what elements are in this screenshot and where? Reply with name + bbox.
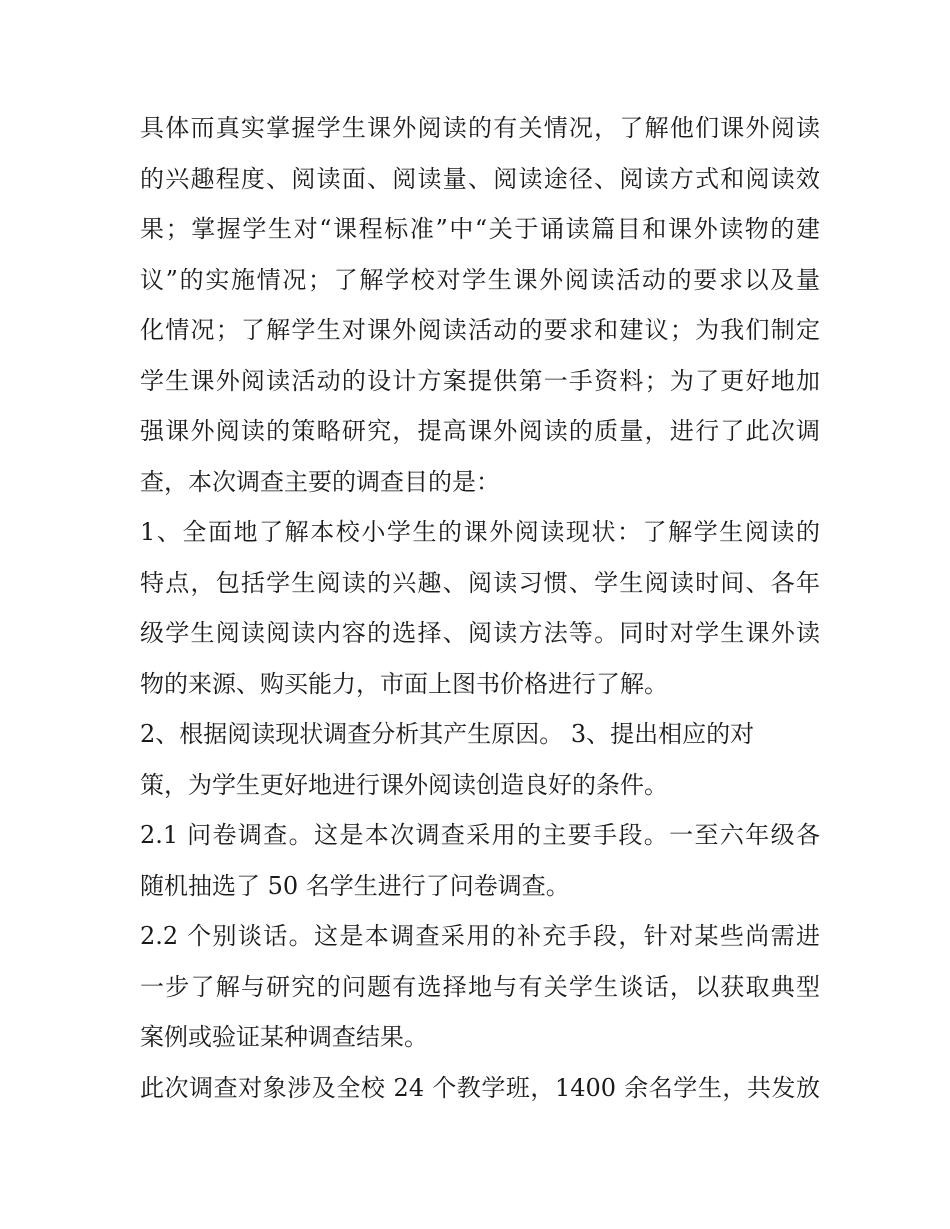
text-line: 议”的实施情况；了解学校对学生课外阅读活动的要求以及量 bbox=[140, 265, 820, 294]
text-line: 学生课外阅读活动的设计方案提供第一手资料；为了更好地加 bbox=[140, 366, 820, 395]
text-line: 2、根据阅读现状调查分析其产生原因。 3、提出相应的对 bbox=[140, 720, 755, 748]
text-line: 案例或验证某种调查结果。 bbox=[140, 1023, 428, 1051]
text-line: 2.2 个别谈话。这是本调查采用的补充手段，针对某些尚需进 bbox=[140, 922, 820, 950]
body-text bbox=[140, 103, 820, 1113]
text-line: 强课外阅读的策略研究，提高课外阅读的质量，进行了此次调 bbox=[140, 417, 820, 445]
text-line: 化情况；了解学生对课外阅读活动的要求和建议；为我们制定 bbox=[140, 316, 820, 344]
text-line: 查，本次调查主要的调查目的是： bbox=[140, 467, 500, 496]
text-line: 1、全面地了解本校小学生的课外阅读现状：了解学生阅读的 bbox=[140, 518, 820, 546]
text-line: 随机抽选了 50 名学生进行了问卷调查。 bbox=[140, 871, 570, 900]
text-line: 2.1 问卷调查。这是本次调查采用的主要手段。一至六年级各 bbox=[140, 821, 820, 849]
text-line: 具体而真实掌握学生课外阅读的有关情况，了解他们课外阅读 bbox=[140, 114, 820, 142]
text-line: 的兴趣程度、阅读面、阅读量、阅读途径、阅读方式和阅读效 bbox=[140, 164, 820, 193]
text-line: 级学生阅读阅读内容的选择、阅读方法等。同时对学生课外读 bbox=[140, 619, 820, 647]
text-line: 一步了解与研究的问题有选择地与有关学生谈话，以获取典型 bbox=[140, 972, 820, 1001]
text-line: 物的来源、购买能力，市面上图书价格进行了解。 bbox=[140, 669, 668, 698]
text-line: 特点，包括学生阅读的兴趣、阅读习惯、学生阅读时间、各年 bbox=[140, 568, 820, 597]
text-line: 此次调查对象涉及全校 24 个教学班，1400 余名学生，共发放 bbox=[140, 1073, 820, 1102]
text-line: 果；掌握学生对“课程标准”中“关于诵读篇目和课外读物的建 bbox=[140, 215, 820, 243]
text-line: 策，为学生更好地进行课外阅读创造良好的条件。 bbox=[140, 770, 668, 799]
